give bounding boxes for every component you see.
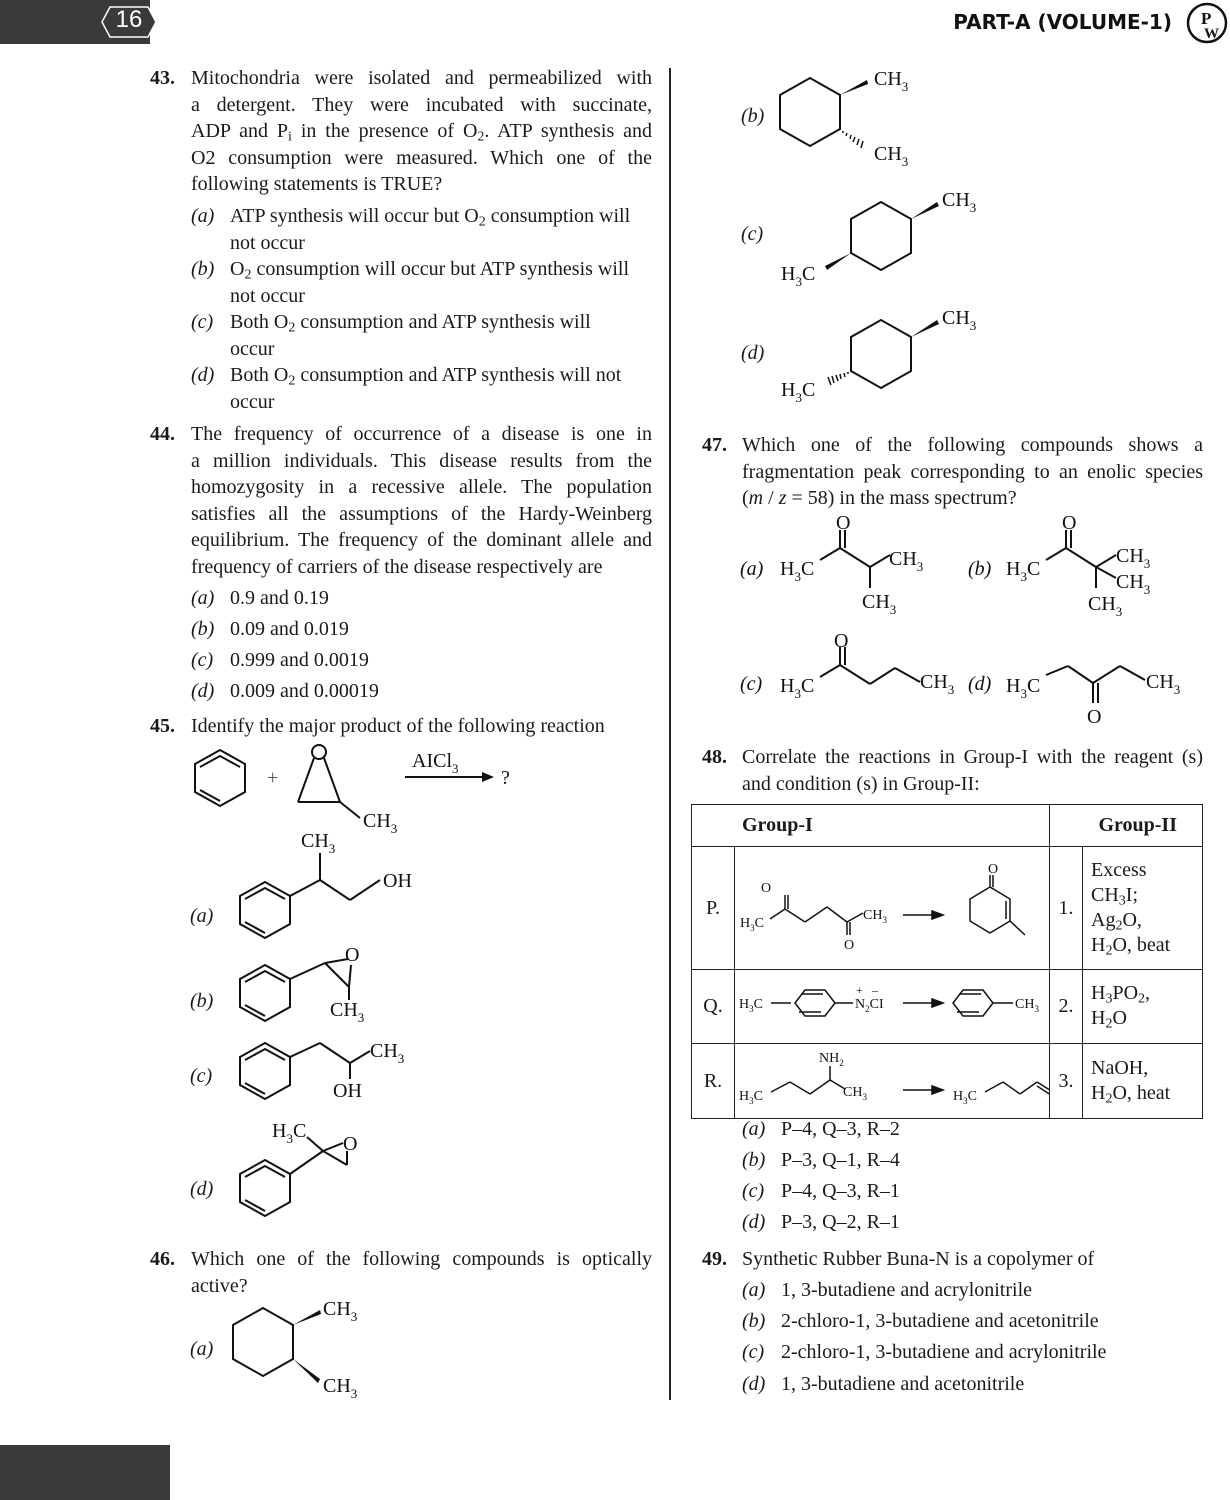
option-text: occur [230, 337, 275, 360]
reaction-scheme [180, 740, 520, 835]
svg-text:H3C: $H_3C$ [740, 916, 764, 933]
option-c-label[interactable]: (c) [741, 223, 764, 245]
question-line: active? [191, 1274, 248, 1297]
option-text: 0.09 and 0.019 [230, 618, 349, 640]
reagent-1: Excess $CH_3I$; $Ag_2O$, $H_2O$, beat [1083, 847, 1203, 970]
svg-text:CH3: $CH_3$ [1015, 996, 1039, 1014]
svg-text:–: – [872, 982, 878, 997]
question-number: 43. [150, 67, 175, 89]
table-row [692, 969, 1203, 1044]
reaction-p [735, 847, 1050, 970]
option-label: (d) [191, 680, 215, 702]
row-label: P. [692, 847, 735, 970]
option-a[interactable] [742, 1277, 1203, 1304]
reagent-3: NaOH, $H_2O$, heat [1083, 1044, 1203, 1119]
svg-text:H3C: $H_3C$ [272, 1120, 307, 1146]
option-text: Both $O_2$ consumption and ATP synthesis will [230, 311, 591, 336]
question-line: The frequency of occurrence of a disease is one in [191, 423, 652, 445]
svg-text:CH3: $CH_3$ [1146, 671, 1181, 697]
q47-options-structures[interactable] [730, 510, 1210, 730]
option-text: occur [230, 390, 275, 413]
reagent-label: AICl$_3$ [412, 750, 459, 776]
option-c[interactable] [742, 1178, 1042, 1205]
svg-text:CH3: $CH_3$ [301, 830, 336, 856]
option-c-structure[interactable] [225, 1035, 425, 1110]
option-label: (c) [191, 649, 214, 671]
option-text: 2-chloro-1, 3-butadiene and acrylonitrile [781, 1341, 1107, 1363]
option-label: (a) [742, 1279, 766, 1301]
option-label: (a) [742, 1118, 766, 1140]
svg-text:O: O [343, 1133, 358, 1155]
option-label: (c) [191, 311, 214, 333]
svg-text:CH3: $CH_3$ [323, 1298, 358, 1324]
option-text: 0.009 and 0.00019 [230, 680, 379, 702]
option-text: P–3, Q–2, R–1 [781, 1211, 900, 1233]
svg-text:CH3: $CH_3$ [1116, 571, 1151, 597]
option-a[interactable] [191, 585, 491, 612]
svg-text:O: O [988, 862, 999, 877]
option-label: (a) [191, 205, 215, 227]
correlation-table [691, 804, 1203, 1119]
svg-text:CH3: $CH_3$ [862, 591, 897, 617]
option-d[interactable] [742, 1371, 1203, 1398]
question-line: Correlate the reactions in Group-I with the reagent (s) [742, 746, 1203, 768]
svg-text:CH3: $CH_3$ [874, 68, 909, 94]
question-number: 48. [702, 746, 727, 768]
reaction-r-diagram [735, 1044, 1049, 1110]
footer-band [0, 1445, 170, 1500]
option-d[interactable] [742, 1209, 1042, 1236]
row-number: 2. [1050, 969, 1083, 1044]
svg-text:O: O [1087, 706, 1102, 728]
question-line: and condition (s) in Group-II: [742, 772, 980, 795]
question-line: Which one of the following compounds is optically [191, 1248, 652, 1270]
option-label: (c) [742, 1180, 765, 1202]
svg-text:H3C: $H_3C$ [739, 996, 763, 1014]
option-label: (a) [191, 587, 215, 609]
svg-text:CH3: $CH_3$ [370, 1040, 405, 1066]
option-b[interactable] [742, 1147, 1042, 1174]
table-row [692, 1044, 1203, 1119]
option-a[interactable] [742, 1116, 1042, 1143]
svg-text:H3C: $H_3C$ [1006, 558, 1041, 584]
question-line: equilibrium. The frequency of the dominant allele and [191, 529, 652, 551]
svg-text:H3C: $H_3C$ [781, 263, 816, 289]
svg-text:O: O [844, 938, 855, 953]
reaction-q [735, 969, 1050, 1044]
svg-text:H3C: $H_3C$ [781, 379, 816, 405]
row-label: Q. [692, 969, 735, 1044]
reagent-2: $H_3PO_2$, $H_2O$ [1083, 969, 1203, 1044]
svg-text:O: O [345, 944, 360, 966]
svg-text:CH3: $CH_3$ [889, 548, 924, 574]
svg-text:O: O [834, 630, 849, 652]
question-line: a million individuals. This disease results from the [191, 449, 652, 472]
svg-text:O: O [1062, 512, 1077, 534]
svg-text:(d): (d) [968, 673, 992, 695]
svg-text:CH3: $CH_3$ [874, 143, 909, 169]
question-line: O2 consumption were measured. Which one of the [191, 146, 652, 169]
row-label: R. [692, 1044, 735, 1119]
svg-text:NH2: $NH_2$ [819, 1051, 844, 1068]
question-number: 46. [150, 1248, 175, 1270]
option-text: P–4, Q–3, R–2 [781, 1118, 900, 1140]
option-b-label[interactable]: (b) [190, 990, 214, 1012]
svg-text:(a): (a) [740, 558, 764, 580]
option-a-structure[interactable] [225, 1295, 385, 1400]
question-line: following statements is TRUE? [191, 173, 443, 195]
option-c[interactable] [191, 309, 652, 362]
svg-text:CH3: $CH_3$ [1088, 593, 1123, 619]
option-a[interactable] [191, 203, 652, 256]
part-title: PART-A (VOLUME-1) [953, 10, 1172, 34]
svg-text:N2CI: $N_2CI$ [855, 996, 884, 1014]
option-text: ATP synthesis will occur but $O_2$ consumption will [230, 205, 631, 230]
svg-text:CH3: $CH_3$ [1116, 545, 1151, 571]
reaction-q-diagram [735, 970, 1049, 1036]
svg-text:CH3: $CH_3$ [843, 1085, 867, 1102]
question-mark: ? [501, 767, 510, 789]
reaction-r [735, 1044, 1050, 1119]
svg-text:H3C: $H_3C$ [780, 675, 815, 701]
question-number: 45. [150, 715, 175, 737]
option-label: (b) [191, 258, 215, 280]
option-a-label[interactable]: (a) [190, 905, 214, 927]
option-a-label[interactable]: (a) [190, 1338, 214, 1360]
question-line: frequency of carriers of the disease respectively are [191, 555, 603, 578]
svg-text:O: O [761, 881, 772, 896]
option-b[interactable] [191, 256, 652, 309]
svg-text:H3C: $H_3C$ [1006, 675, 1041, 701]
option-label: (d) [191, 364, 215, 386]
question-line: Which one of the following compounds shows a [742, 434, 1203, 456]
row-number: 3. [1050, 1044, 1083, 1119]
option-text: 1, 3-butadiene and acrylonitrile [781, 1279, 1033, 1301]
option-text: 1, 3-butadiene and acetonitrile [781, 1373, 1025, 1395]
option-b[interactable] [191, 616, 491, 643]
option-text: P–4, Q–3, R–1 [781, 1180, 900, 1202]
svg-text:CH3: $CH_3$ [920, 671, 955, 697]
svg-text:(b): (b) [968, 558, 992, 580]
svg-text:CH3: $CH_3$ [323, 1375, 358, 1401]
plus-sign: + [267, 767, 279, 789]
option-text: 2-chloro-1, 3-butadiene and acetonitrile [781, 1310, 1099, 1332]
question-line: satisfies all the assumptions of the Hardy-Weinberg [191, 502, 652, 525]
option-d[interactable] [191, 678, 491, 705]
option-c-label[interactable]: (c) [190, 1065, 213, 1087]
svg-text:(c): (c) [740, 673, 763, 695]
epoxide-reactant [298, 745, 360, 818]
option-label: (b) [742, 1149, 766, 1171]
svg-text:H3C: $H_3C$ [780, 558, 815, 584]
svg-text:H3C: $H_3C$ [739, 1089, 763, 1106]
row-number: 1. [1050, 847, 1083, 970]
table-row [692, 847, 1203, 970]
option-d[interactable] [191, 362, 652, 415]
option-text: P–3, Q–1, R–4 [781, 1149, 900, 1171]
option-text: Both $O_2$ consumption and ATP synthesis will not [230, 364, 622, 389]
svg-text:H3C: $H_3C$ [953, 1089, 977, 1106]
svg-text:P: P [1201, 9, 1212, 28]
column-divider [669, 68, 671, 1400]
question-line: a detergent. They were incubated with succinate, [191, 93, 652, 116]
svg-text:W: W [1204, 26, 1219, 42]
question-line: Mitochondria were isolated and permeabilized with [191, 67, 652, 89]
option-d-structure[interactable] [775, 300, 995, 410]
benzene-ring [195, 750, 245, 806]
svg-text:O: O [836, 512, 851, 534]
svg-text:CH3: $CH_3$ [863, 908, 887, 925]
svg-text:OH: OH [383, 870, 412, 892]
page-number: 16 [115, 6, 143, 33]
option-label: (d) [742, 1373, 766, 1395]
reaction-p-diagram [735, 847, 1049, 961]
option-c-structure[interactable] [775, 182, 995, 292]
question-number: 47. [702, 434, 727, 456]
question-line: fragmentation peak corresponding to an enolic species [742, 460, 1203, 483]
question-number: 44. [150, 423, 175, 445]
option-b[interactable] [742, 1308, 1203, 1335]
question-number: 49. [702, 1248, 727, 1270]
option-text: not occur [230, 231, 305, 254]
question-line: (m / z = 58) in the mass spectrum? [742, 487, 1017, 509]
svg-text:OH: OH [333, 1080, 362, 1102]
option-text: 0.9 and 0.19 [230, 587, 329, 609]
pw-logo-icon [1186, 2, 1228, 44]
option-text: not occur [230, 284, 305, 307]
option-d-label[interactable]: (d) [741, 342, 765, 364]
option-b-structure[interactable] [772, 65, 932, 170]
option-d-label[interactable]: (d) [190, 1178, 214, 1200]
option-label: (b) [191, 618, 215, 640]
svg-text:CH3: $CH_3$ [942, 307, 977, 333]
option-text: $O_2$ consumption will occur but ATP synthesis will [230, 258, 630, 283]
svg-text:CH3: $CH_3$ [942, 189, 977, 215]
question-line-with-subscripts: ADP and $P_i$ in the presence of $O_2$. ATP synthesis and [191, 120, 652, 145]
svg-text:CH3: $CH_3$ [330, 999, 365, 1025]
svg-text:+: + [856, 982, 863, 997]
question-line: homozygosity in a recessive allele. The population [191, 476, 652, 498]
ch3-label: $CH_3$ [363, 810, 398, 836]
option-c[interactable] [742, 1339, 1203, 1366]
option-b-label[interactable]: (b) [741, 105, 765, 127]
option-c[interactable] [191, 647, 491, 674]
group2-header: Group-II [1050, 805, 1203, 847]
option-label: (b) [742, 1310, 766, 1332]
question-text: Synthetic Rubber Buna-N is a copolymer of [742, 1248, 1095, 1270]
option-label: (c) [742, 1341, 765, 1363]
option-label: (d) [742, 1211, 766, 1233]
option-d-structure[interactable] [225, 1115, 425, 1225]
group1-header: Group-I [692, 805, 1050, 847]
option-b-structure[interactable] [225, 945, 425, 1040]
option-text: 0.999 and 0.0019 [230, 649, 369, 671]
option-a-structure[interactable] [225, 825, 425, 950]
question-text: Identify the major product of the following reaction [191, 715, 605, 737]
